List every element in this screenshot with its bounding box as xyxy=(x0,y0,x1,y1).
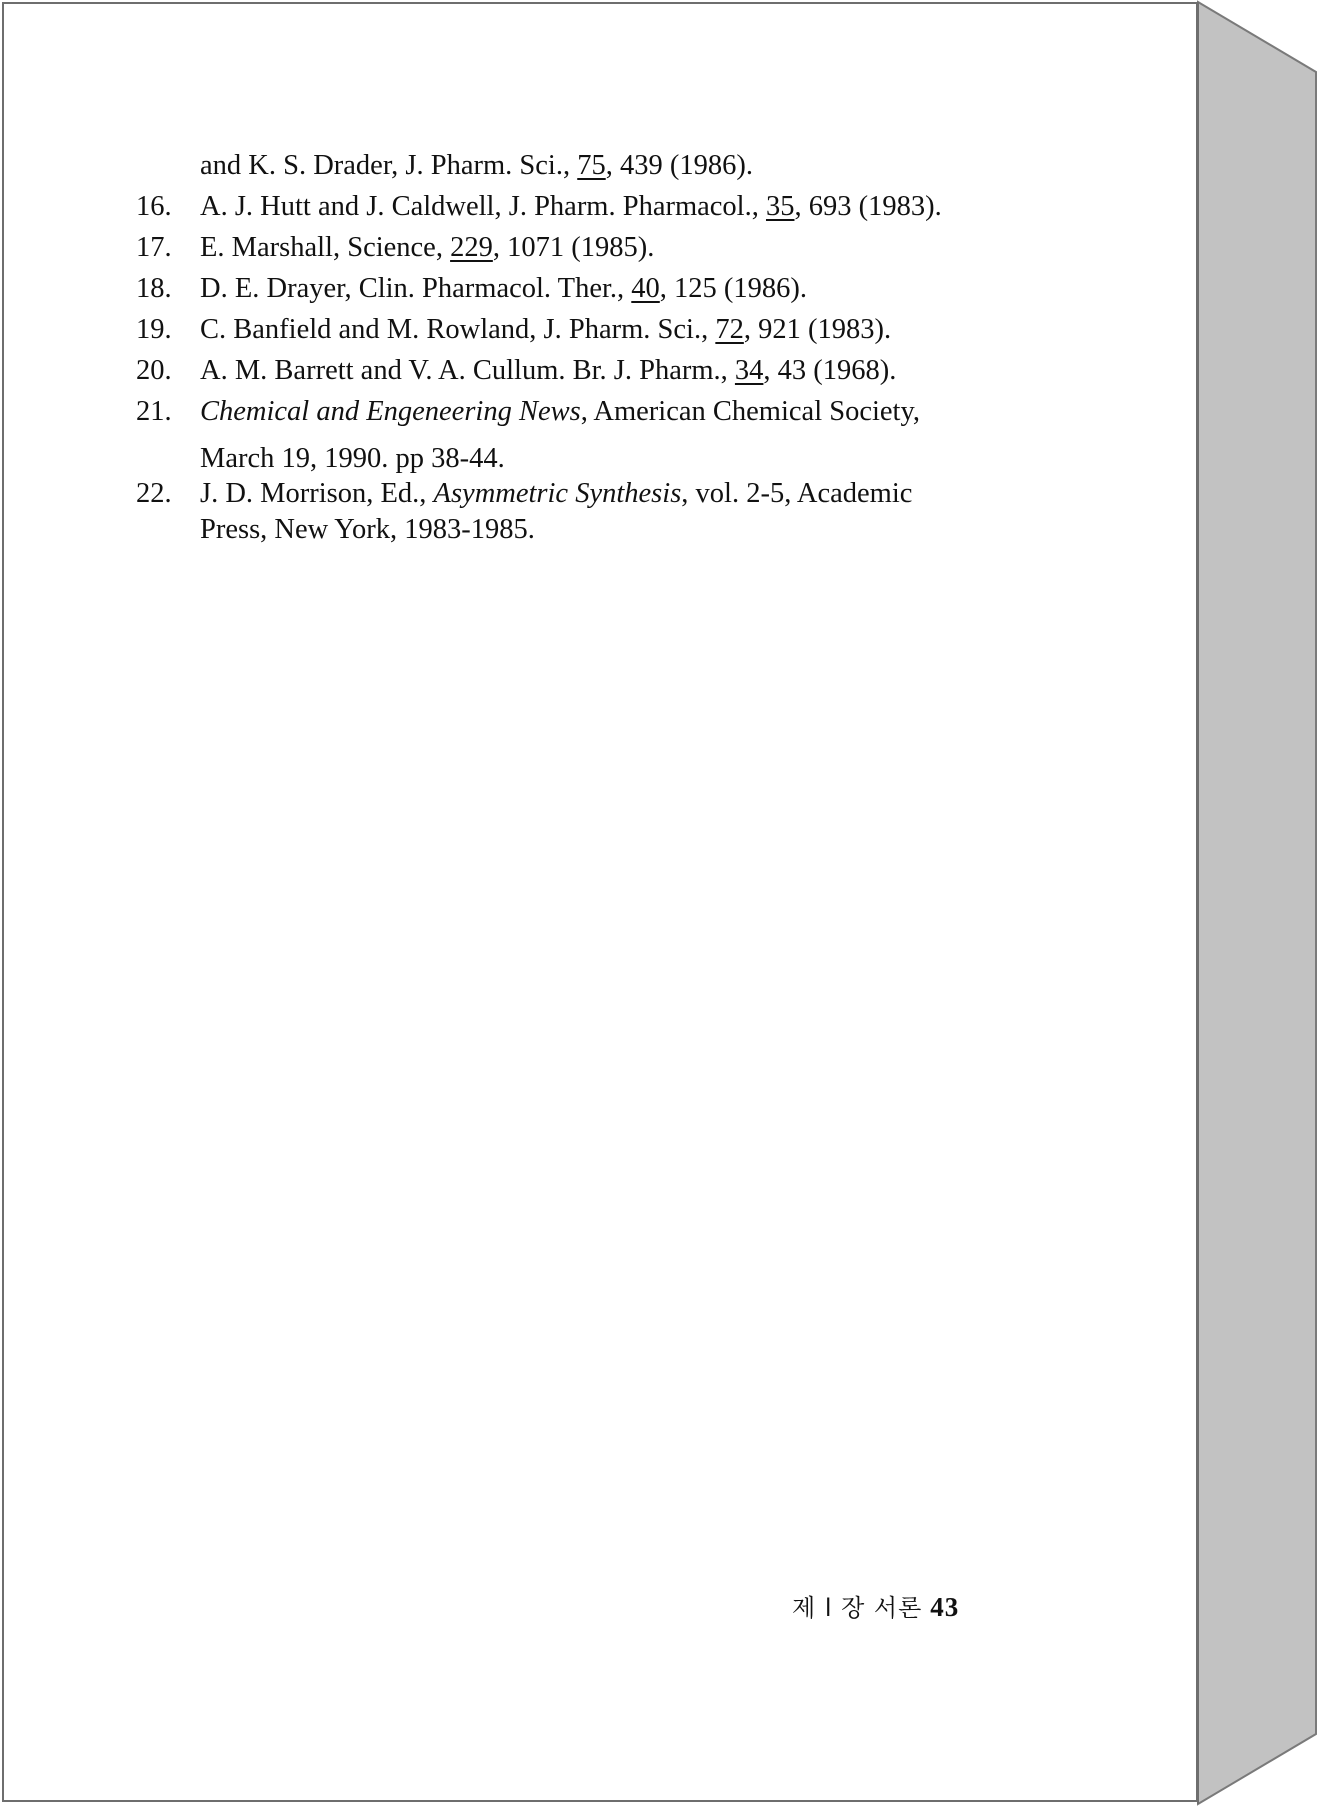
reference-text: Press, New York, 1983-1985. xyxy=(200,514,535,545)
volume-number: 40 xyxy=(631,273,660,304)
publication-title: Chemical and Engeneering News xyxy=(200,396,581,427)
reference-number: 16. xyxy=(136,191,172,222)
reference-text: A. M. Barrett and V. A. Cullum. Br. J. Pharm., xyxy=(200,355,735,386)
volume-number: 35 xyxy=(765,191,795,222)
volume-number: 72 xyxy=(715,314,744,345)
chapter-label: 제 l 장 서론 xyxy=(792,1594,923,1622)
reference-22 xyxy=(136,480,1036,557)
volume-number: 229 xyxy=(450,232,493,263)
reference-number: 18. xyxy=(136,273,172,304)
reference-text: , American Chemical Society, xyxy=(580,396,920,427)
reference-number: 21. xyxy=(136,396,172,427)
reference-number: 19. xyxy=(136,314,172,345)
volume-number: 75 xyxy=(577,150,606,181)
reference-text: , 1071 (1985). xyxy=(492,232,655,263)
reference-number: 20. xyxy=(136,355,172,386)
reference-number: 17. xyxy=(136,232,172,263)
reference-text: March 19, 1990. pp 38-44. xyxy=(200,443,505,474)
reference-20 xyxy=(136,357,1036,398)
reference-text: , 439 (1986). xyxy=(605,150,753,181)
page-number: 43 xyxy=(930,1592,960,1622)
reference-continuation xyxy=(136,152,1036,193)
reference-text: J. D. Morrison, Ed., xyxy=(200,478,434,509)
volume-number: 34 xyxy=(734,355,764,386)
reference-18 xyxy=(136,275,1036,316)
reference-16 xyxy=(136,193,1036,234)
book-title: Asymmetric Synthesis xyxy=(433,478,682,509)
reference-number: 22. xyxy=(136,478,172,509)
reference-list xyxy=(136,152,1036,557)
reference-text: A. J. Hutt and J. Caldwell, J. Pharm. Pharmacol., xyxy=(200,191,766,222)
reference-text: , 693 (1983). xyxy=(794,191,942,222)
reference-17 xyxy=(136,234,1036,275)
reference-19 xyxy=(136,316,1036,357)
reference-text: C. Banfield and M. Rowland, J. Pharm. Sci., xyxy=(200,314,716,345)
reference-text: , 43 (1968). xyxy=(763,355,897,386)
reference-text: , vol. 2-5, Academic xyxy=(681,478,913,509)
running-footer xyxy=(792,1588,959,1623)
reference-text: , 921 (1983). xyxy=(743,314,892,345)
reference-text: D. E. Drayer, Clin. Pharmacol. Ther., xyxy=(200,273,632,304)
reference-text: E. Marshall, Science, xyxy=(200,232,451,263)
reference-text: , 125 (1986). xyxy=(659,273,808,304)
reference-text: and K. S. Drader, J. Pharm. Sci., xyxy=(200,150,578,181)
reference-21 xyxy=(136,398,1036,480)
